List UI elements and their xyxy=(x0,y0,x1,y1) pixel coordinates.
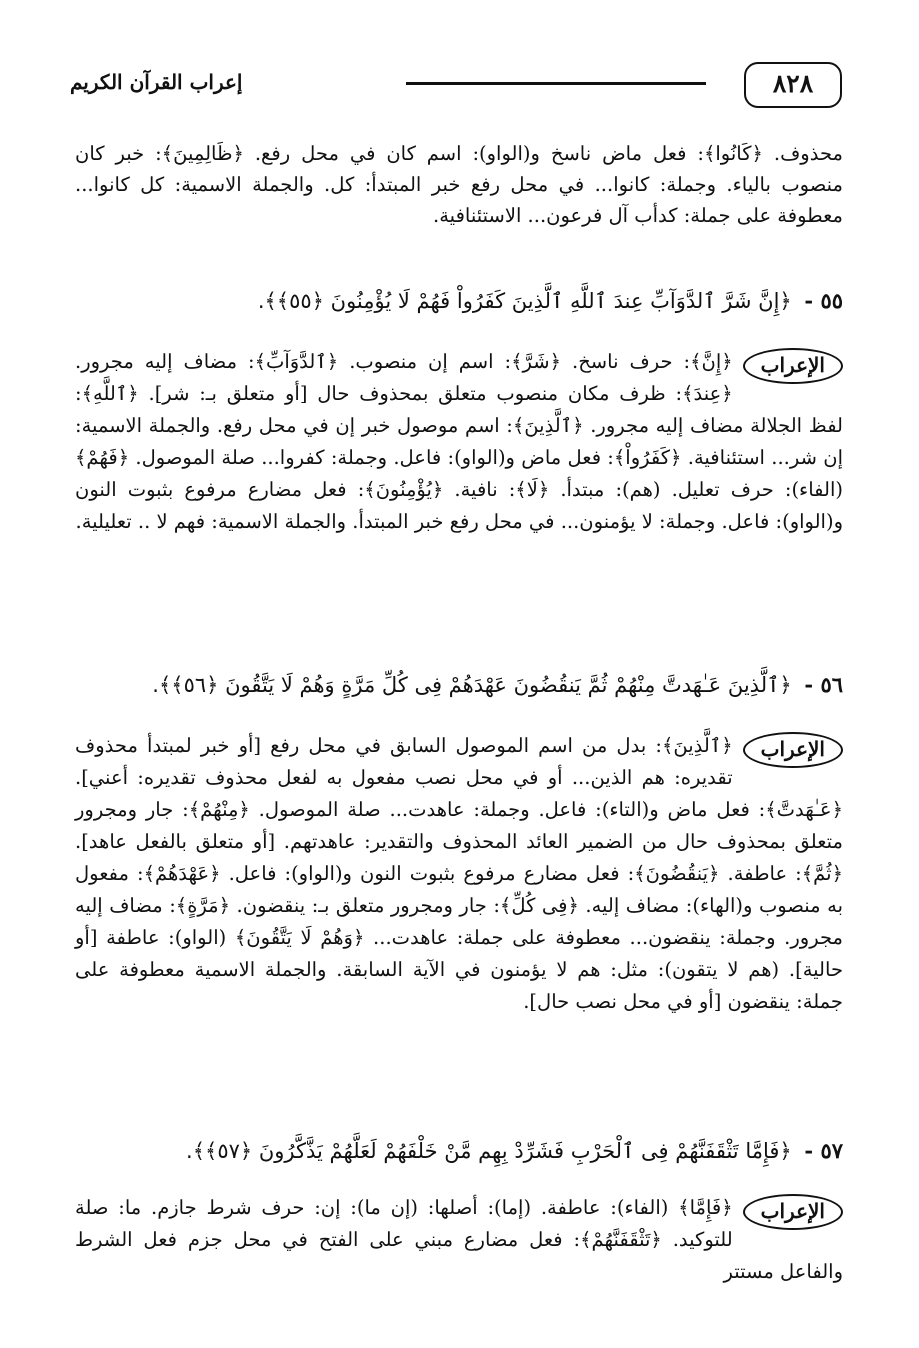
header-rule xyxy=(406,82,706,85)
verse-57 xyxy=(75,1134,843,1168)
verse-text: ﴿فَإِمَّا تَثْقَفَنَّهُمْ فِى ٱلْحَرْبِ فَشَرِّدْ بِهِم مَّنْ خَلْفَهُمْ لَعَلَّهُمْ يَذَّكَّرُونَ ﴿٥٧﴾﴾. xyxy=(186,1139,792,1163)
irab-text: ﴿إِنَّ﴾: حرف ناسخ. ﴿شَرَّ﴾: اسم إن منصوب. ﴿ٱلدَّوَآبِّ﴾: مضاف إليه مجرور. ﴿عِندَ﴾: ظرف مكان منصوب متعلق بمحذوف حال [أو متعلق بـ: شر]. ﴿ٱللَّهِ﴾: لفظ الجلالة مضاف إليه مجرور. ﴿ٱلَّذِينَ﴾: اسم موصول خبر إن في محل رفع. والجملة الاسمية: إن شر... استئنافية. ﴿كَفَرُواْ﴾: فعل ماض و(الواو): فاعل. وجملة: كفروا... صلة الموصول. ﴿فَهُمْ﴾ (الفاء): حرف تعليل. (هم): مبتدأ. ﴿لَا﴾: نافية. ﴿يُؤْمِنُونَ﴾: فعل مضارع مرفوع بثبوت النون و(الواو): فاعل. وجملة: لا يؤمنون... في محل رفع خبر المبتدأ. والجملة الاسمية: فهم لا .. تعليلية. xyxy=(75,350,843,533)
verse-56 xyxy=(75,668,843,702)
book-title: إعراب القرآن الكريم xyxy=(70,70,243,94)
intro-text: محذوف. ﴿كَانُوا﴾: فعل ماض ناسخ و(الواو): اسم كان في محل رفع. ﴿ظَالِمِينَ﴾: خبر كان منصوب بالياء. وجملة: كانوا... في محل رفع خبر المبتدأ: كل. والجملة الاسمية: كل كانوا... معطوفة على جملة: كدأب آل فرعون... الاستئنافية. xyxy=(75,142,843,227)
verse-number: ٥٦ - xyxy=(804,672,843,697)
verse-number: ٥٧ - xyxy=(804,1138,843,1163)
irab-section-55 xyxy=(75,346,843,538)
verse-55 xyxy=(75,284,843,318)
irab-text: ﴿فَإِمَّا﴾ (الفاء): عاطفة. (إما): أصلها: (إن ما): إن: حرف شرط جازم. ما: صلة للتوكيد. ﴿تَثْقَفَنَّهُمْ﴾: فعل مضارع مبني على الفتح في محل جزم فعل الشرط والفاعل مستتر xyxy=(75,1196,843,1283)
verse-text: ﴿ٱلَّذِينَ عَـٰهَدتَّ مِنْهُمْ ثُمَّ يَنقُضُونَ عَهْدَهُمْ فِى كُلِّ مَرَّةٍ وَهُمْ لَا يَتَّقُونَ ﴿٥٦﴾﴾. xyxy=(152,673,792,697)
verse-number: ٥٥ - xyxy=(804,288,843,313)
page-number: ٨٢٨ xyxy=(744,62,842,108)
verse-text: ﴿إِنَّ شَرَّ ٱلدَّوَآبِّ عِندَ ٱللَّهِ ٱلَّذِينَ كَفَرُواْ فَهُمْ لَا يُؤْمِنُونَ ﴿٥٥﴾﴾. xyxy=(257,289,792,313)
irab-section-57 xyxy=(75,1192,843,1288)
irab-badge: الإعراب xyxy=(743,732,843,768)
intro-paragraph xyxy=(75,138,843,231)
irab-badge: الإعراب xyxy=(743,1194,843,1230)
page-header xyxy=(70,62,842,108)
irab-text: ﴿ٱلَّذِينَ﴾: بدل من اسم الموصول السابق في محل رفع [أو خبر لمبتدأ محذوف تقديره: هم الذين... أو في محل نصب مفعول به لفعل محذوف تقديره: أعني]. ﴿عَـٰهَدتَّ﴾: فعل ماض و(التاء): فاعل. وجملة: عاهدت... صلة الموصول. ﴿مِنْهُمْ﴾: جار ومجرور متعلق بمحذوف حال من الضمير العائد المحذوف والتقدير: عاهدتهم. [أو متعلق بالفعل عاهد]. ﴿ثُمَّ﴾: عاطفة. ﴿يَنقُضُونَ﴾: فعل مضارع مرفوع بثبوت النون و(الواو): فاعل. ﴿عَهْدَهُمْ﴾: مفعول به منصوب و(الهاء): مضاف إليه. ﴿فِى كُلِّ﴾: جار ومجرور متعلق بـ: ينقضون. ﴿مَرَّةٍ﴾: مضاف إليه مجرور. وجملة: ينقضون... معطوفة على جملة: عاهدت... ﴿وَهُمْ لَا يَتَّقُونَ﴾ (الواو): عاطفة [أو حالية]. (هم لا يتقون): مثل: هم لا يؤمنون في الآية السابقة. والجملة الاسمية معطوفة على جملة: ينقضون [أو في محل نصب حال]. xyxy=(75,734,843,1013)
irab-badge: الإعراب xyxy=(743,348,843,384)
irab-section-56 xyxy=(75,730,843,1018)
